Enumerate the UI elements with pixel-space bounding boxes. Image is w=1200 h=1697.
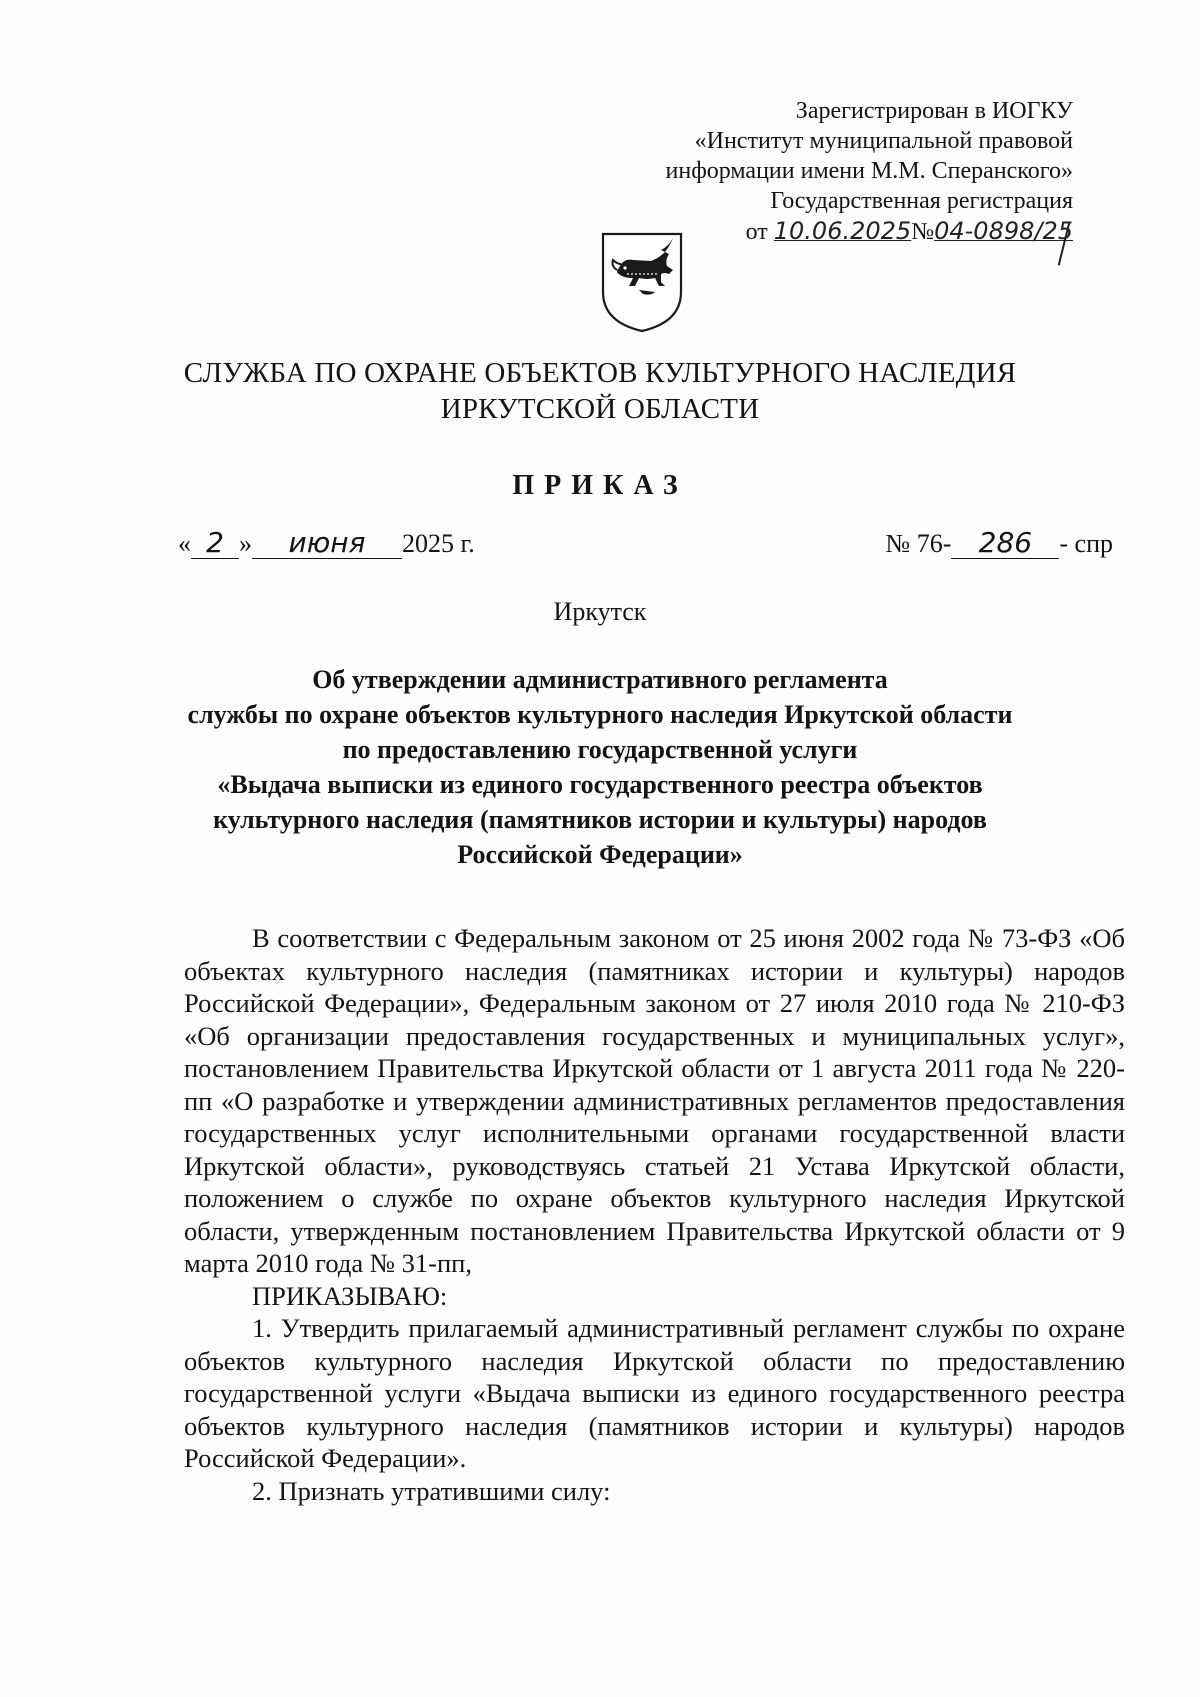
document-type-title: ПРИКАЗ [512, 470, 688, 501]
document-number [885, 528, 1113, 559]
document-subject [170, 662, 1030, 872]
number-prefix: № 76- [885, 529, 952, 558]
registration-number: 04-0898/25 [934, 217, 1073, 245]
agency-name-line-2: ИРКУТСКОЙ ОБЛАСТИ [440, 393, 760, 425]
registration-line-1: Зарегистрирован в ИОГКУ [795, 98, 1073, 124]
date-close-quote: » [239, 529, 252, 558]
date-open-quote: « [178, 529, 191, 558]
registration-number-label: № [911, 219, 935, 245]
body-order-word: ПРИКАЗЫВАЮ: [252, 1280, 448, 1311]
registration-line-3: информации имени М.М. Сперанского» [665, 158, 1073, 184]
document-body [184, 922, 1125, 1507]
number-value: 286 [951, 528, 1059, 559]
date-number-row [178, 528, 1113, 568]
subject-line-5: культурного наследия (памятников истории и культуры) народов [213, 805, 987, 834]
subject-line-6: Российской Федерации» [457, 840, 743, 869]
date-day: 2 [191, 528, 239, 559]
registration-date: 10.06.2025 [773, 217, 912, 245]
agency-name [0, 355, 1200, 427]
body-item-2: 2. Признать утратившими силу: [252, 1475, 611, 1506]
subject-line-4: «Выдача выписки из единого государственного реестра объектов [217, 770, 983, 799]
registration-from-label: от [745, 219, 768, 245]
registration-date-line [746, 216, 1073, 247]
document-city: Иркутск [553, 597, 647, 626]
number-suffix: - спр [1059, 529, 1113, 558]
registration-line-4: Государственная регистрация [770, 188, 1073, 214]
subject-line-2: службы по охране объектов культурного наследия Иркутской области [187, 700, 1013, 729]
body-preamble: В соответствии с Федеральным законом от 25 июня 2002 года № 73-ФЗ «Об объектах культурного наследия (памятниках истории и культуры) народов Российской Федерации», Федеральным законом от 27 июля 2010 года № 210-ФЗ «Об организации предоставления государственных и муниципальных услуг», постановлением Правительства Иркутской области от 1 августа 2011 года № 220-пп «О разработке и утверждении административных регламентов предоставления государственных услуг исполнительными органами государственной власти Иркутской области», руководствуясь статьей 21 Устава Иркутской области, положением о службе по охране объектов культурного наследия Иркутской области, утвержденным постановлением Правительства Иркутской области от 9 марта 2010 года № 31-пп, [184, 923, 1125, 1278]
document-date [178, 528, 475, 559]
registration-line-2: «Институт муниципальной правовой [694, 128, 1073, 154]
date-year: 2025 г. [402, 529, 475, 558]
date-month: июня [252, 528, 402, 559]
subject-line-3: по предоставлению государственной услуги [342, 735, 858, 764]
subject-line-1: Об утверждении административного регламента [312, 665, 888, 694]
body-item-1: 1. Утвердить прилагаемый административный регламент службы по охране объектов культурного наследия Иркутской области по предоставлению государственной услуги «Выдача выписки из единого государственного реестра объектов культурного наследия (памятников истории и культуры) народов Российской Федерации». [184, 1313, 1125, 1473]
coat-of-arms-icon [599, 230, 685, 334]
registration-stamp [666, 96, 1073, 247]
agency-name-line-1: СЛУЖБА ПО ОХРАНЕ ОБЪЕКТОВ КУЛЬТУРНОГО НАСЛЕДИЯ [183, 357, 1017, 389]
